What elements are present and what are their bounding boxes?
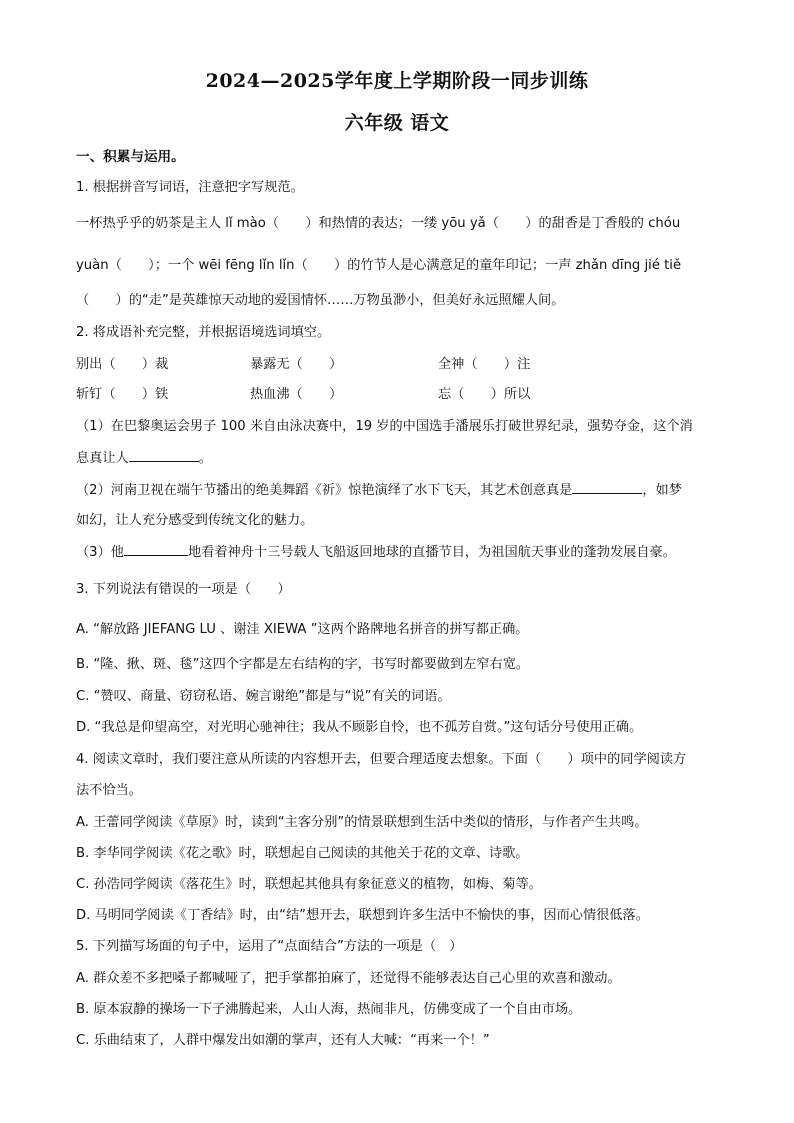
idiom-item: 全神（ ）注 [438, 357, 531, 372]
sentence-text: 地看着神舟十三号载人飞船返回地球的直播节目，为祖国航天事业的蓬勃发展自豪。 [187, 545, 676, 560]
option-d: D. 马明同学阅读《丁香结》时，由“结”想开去，联想到许多生活中不愉快的事，因而心情很低落。 [76, 908, 649, 923]
sentence-text: 。 [198, 451, 212, 466]
option-a: A. “解放路 JIEFANG LU 、谢洼 XIEWA ”这两个路牌地名拼音的拼写都正确。 [76, 622, 529, 637]
question-4-prompt-line-2: 法不恰当。 [76, 783, 142, 798]
option-d: D. “我总是仰望高空，对光明心驰神往；我从不顾影自怜，也不孤芳自赏。”这句话分号使用正确。 [76, 720, 643, 735]
option-c: C. “赞叹、商量、窃窃私语、婉言谢绝”都是与“说”有关的词语。 [76, 689, 451, 704]
idiom-item: 别出（ ）裁 [76, 357, 169, 372]
question-4-prompt-line-1: 4. 阅读文章时，我们要注意从所读的内容想开去，但要合理适度去想象。下面（ ）项中的同学阅读方 [76, 752, 687, 767]
exam-subtitle: 六年级 语文 [344, 112, 450, 134]
option-a: A. 群众差不多把嗓子都喊哑了，把手掌都拍麻了，还觉得不能够表达自己心里的欢喜和激动。 [76, 971, 621, 986]
answer-blank[interactable] [572, 481, 642, 494]
option-c: C. 乐曲结束了，人群中爆发出如潮的掌声，还有人大喊：“再来一个！” [76, 1033, 490, 1048]
idiom-item: 热血沸（ ） [250, 387, 343, 402]
sentence-text: （3）他 [76, 545, 124, 560]
question-1-line-1: 一杯热乎乎的奶茶是主人 lǐ mào（ ）和热情的表达；一缕 yōu yǎ（ ）的甜香是丁香般的 chóu [76, 216, 681, 231]
question-1-line-2: yuàn（ ）；一个 wēi fēng lǐn lǐn（ ）的竹节人是心满意足的童年印记；一声 zhǎn dīng jié tiě [76, 258, 682, 273]
sentence-1-line-2 [76, 449, 721, 468]
question-1-line-3: （ ）的“走”是英雄惊天动地的爱国情怀……万物虽渺小，但美好永远照耀人间。 [76, 293, 565, 308]
sentence-text: （2）河南卫视在端午节播出的绝美舞蹈《祈》惊艳演绎了水下飞天，其艺术创意真是 [76, 483, 573, 498]
section-heading: 一、积累与运用。 [76, 149, 185, 165]
idiom-item: 忘（ ）所以 [438, 387, 531, 402]
sentence-2-line-1 [76, 481, 721, 500]
question-5-prompt: 5. 下列描写场面的句子中，运用了“点面结合”方法的一项是（ ） [76, 939, 463, 954]
exam-title: 2024—2025学年度上学期阶段一同步训练 [205, 70, 589, 92]
idiom-item: 斩钉（ ）铁 [76, 387, 169, 402]
answer-blank[interactable] [129, 449, 199, 462]
sentence-text: 息真让人 [76, 451, 129, 466]
option-b: B. 李华同学阅读《花之歌》时，联想起自己阅读的其他关于花的文章、诗歌。 [76, 846, 529, 861]
question-2-prompt: 2. 将成语补充完整，并根据语境选词填空。 [76, 325, 331, 340]
sentence-3-line-1 [76, 543, 721, 562]
option-a: A. 王蕾同学阅读《草原》时，读到“主客分别”的情景联想到生活中类似的情形，与作者产生共鸣。 [76, 815, 648, 830]
sentence-2-line-2: 如幻，让人充分感受到传统文化的魅力。 [76, 513, 314, 528]
answer-blank[interactable] [124, 543, 188, 556]
question-1-prompt: 1. 根据拼音写词语，注意把字写规范。 [76, 180, 304, 195]
option-b: B. 原本寂静的操场一下子沸腾起来，人山人海，热闹非凡，仿佛变成了一个自由市场。 [76, 1002, 582, 1017]
question-3-prompt: 3. 下列说法有错误的一项是（ ） [76, 582, 291, 597]
sentence-1-line-1: （1）在巴黎奥运会男子 100 米自由泳决赛中，19 岁的中国选手潘展乐打破世界纪录，强势夺金，这个消 [76, 419, 693, 434]
idiom-item: 暴露无（ ） [250, 357, 343, 372]
sentence-text: ，如梦 [642, 483, 682, 498]
option-c: C. 孙浩同学阅读《落花生》时，联想起其他具有象征意义的植物，如梅、菊等。 [76, 877, 542, 892]
option-b: B. “隆、揪、斑、毯”这四个字都是左右结构的字，书写时都要做到左窄右宽。 [76, 657, 530, 672]
